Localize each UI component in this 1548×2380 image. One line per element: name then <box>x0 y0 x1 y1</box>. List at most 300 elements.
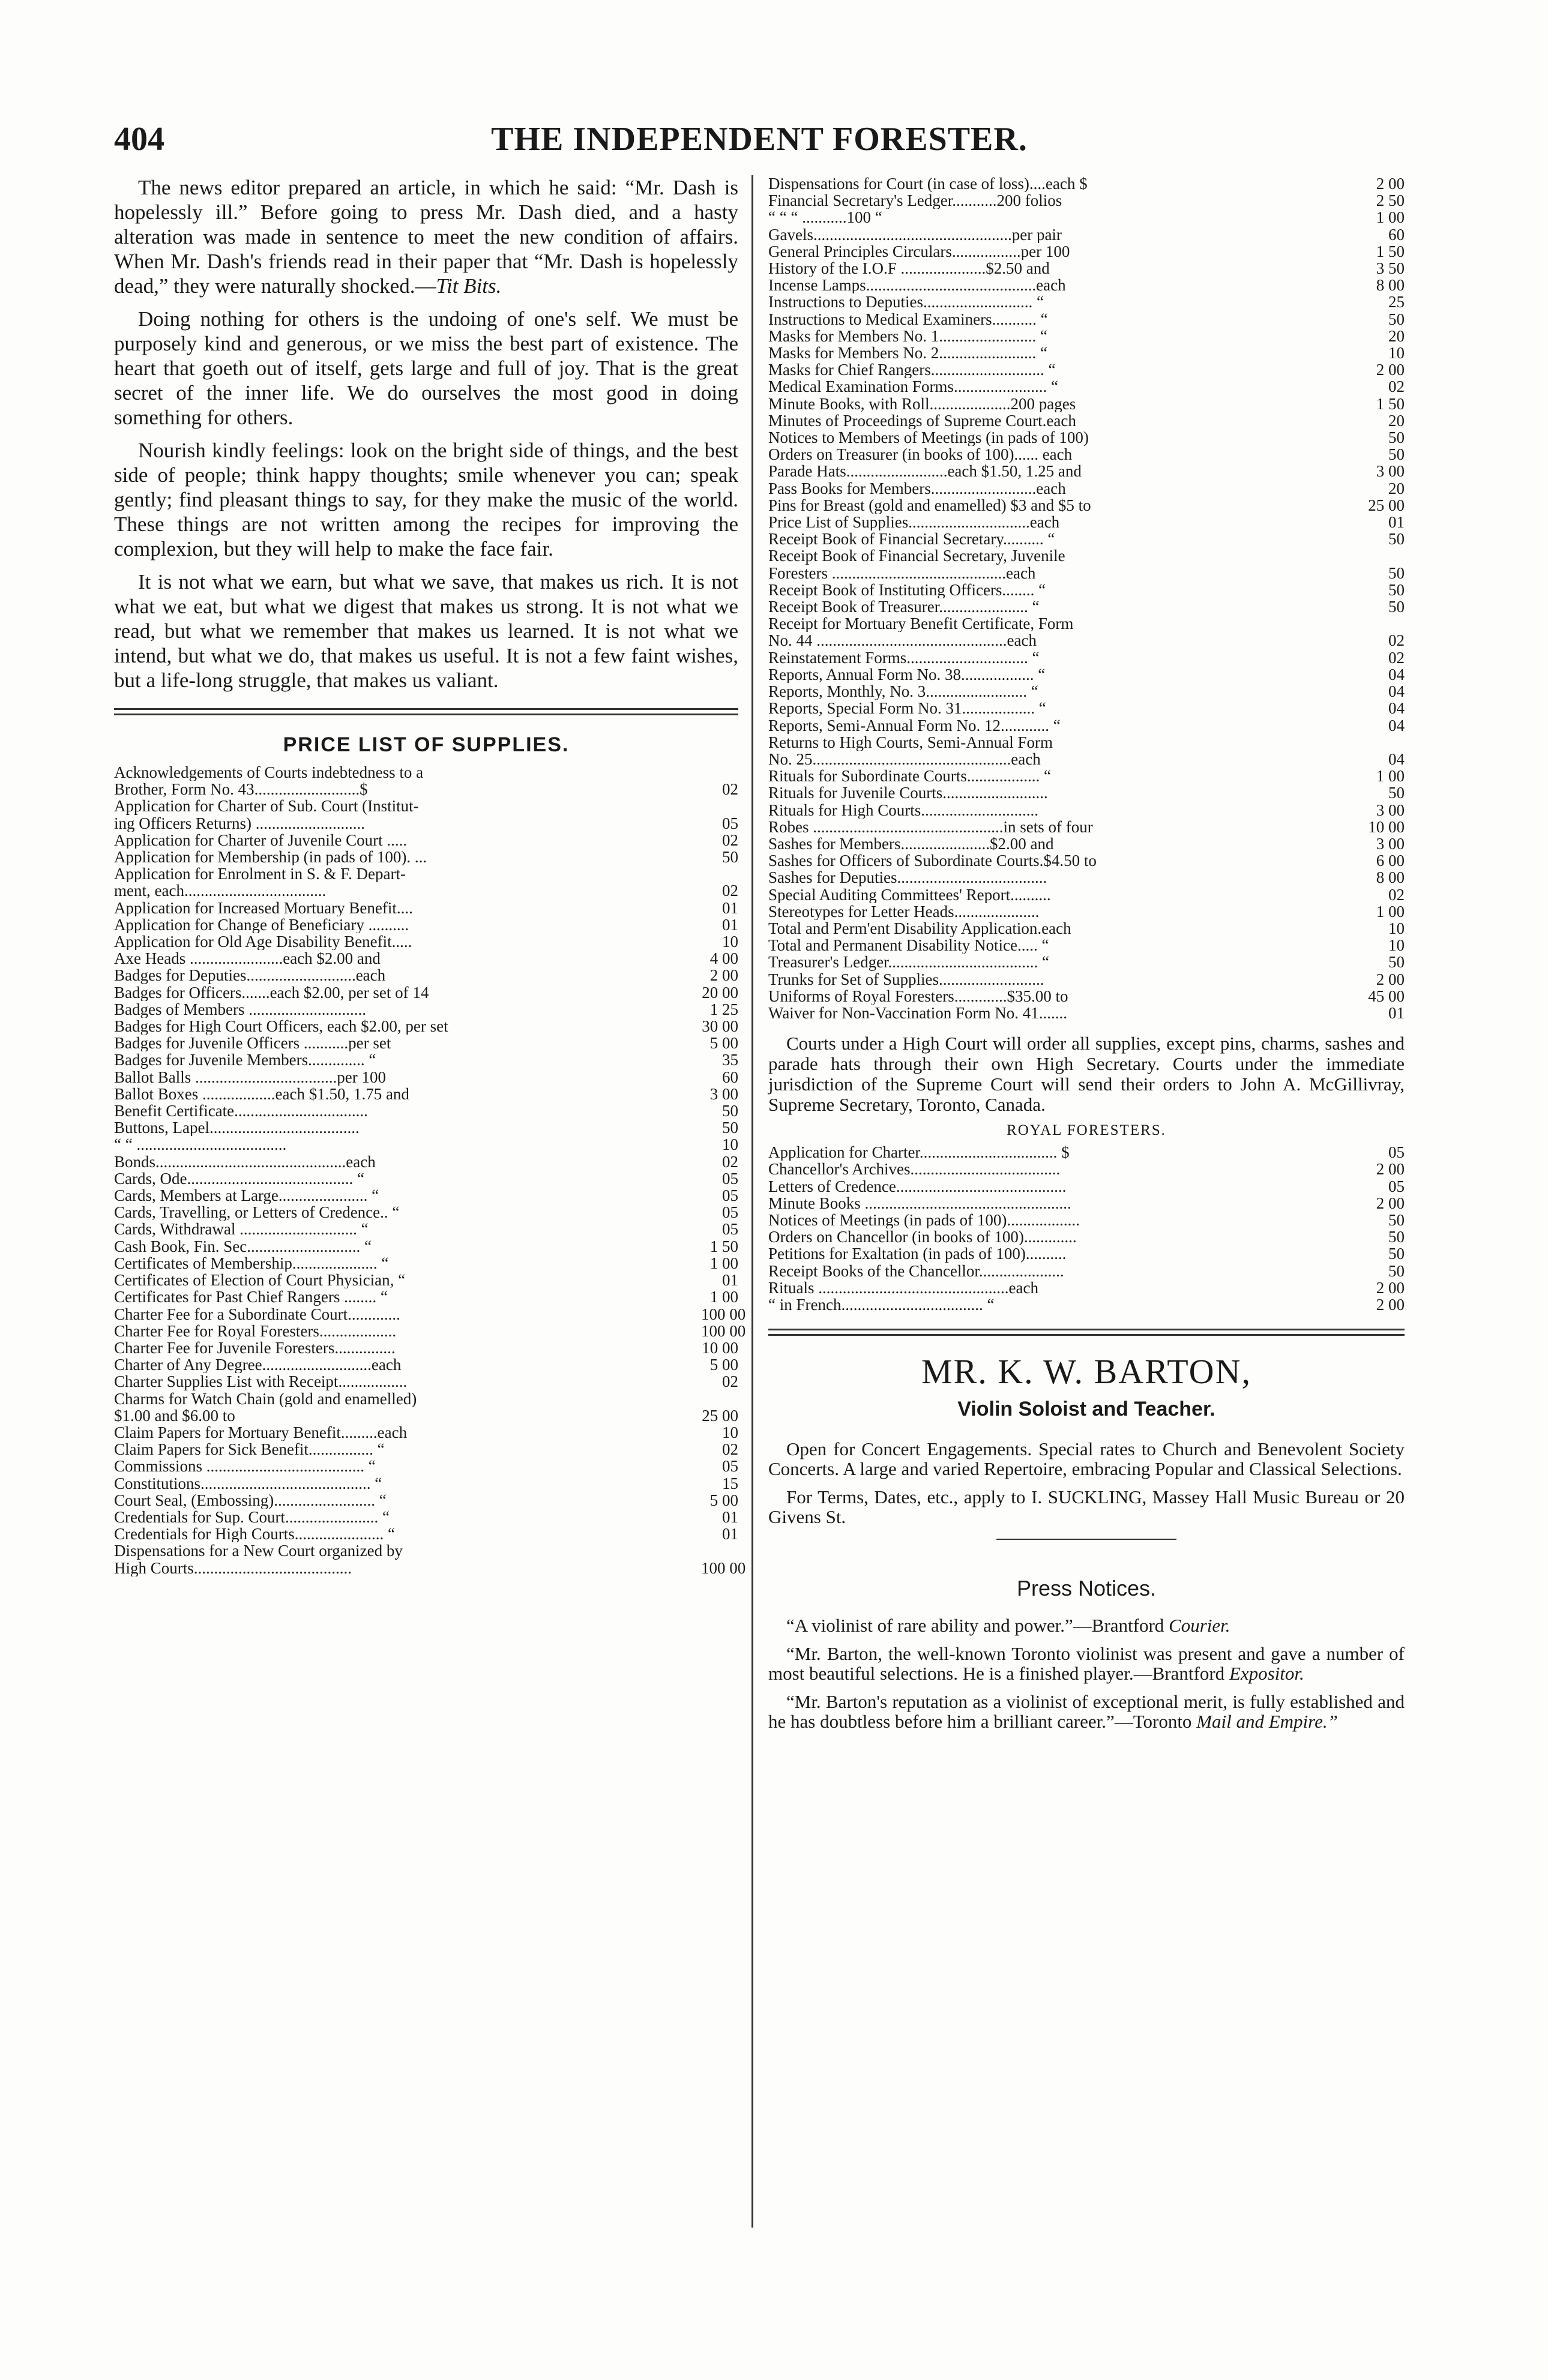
price-item <box>114 950 738 967</box>
price-item <box>114 781 738 798</box>
price-item-name: Reinstatement Forms.............................. “ <box>768 649 1040 666</box>
paragraph-text: It is not what we earn, but what we save, that makes us rich. It is not what we eat, but what we digest that makes us strong. It is not what we read, but what we remember that makes us learned. It is not what we intend, but what we do, that makes us useful. It is not a few faint wishes, but a life-long struggle, that makes us valiant. <box>114 570 738 692</box>
price-item-price: 05 <box>722 1169 738 1188</box>
price-item-name: “ “ ..................................... <box>114 1136 287 1153</box>
price-item-name: Masks for Chief Rangers............................ “ <box>768 361 1056 379</box>
price-item-name: Commissions ....................................... “ <box>114 1458 376 1475</box>
price-item-name: Financial Secretary's Ledger...........200 folios <box>768 192 1062 209</box>
quote-text: “A violinist of rare ability and power.”—Brantford <box>786 1615 1164 1636</box>
price-item <box>768 243 1405 260</box>
price-item <box>768 683 1405 700</box>
price-item <box>768 480 1405 497</box>
price-item-name: Letters of Credence.......................................... <box>768 1177 1067 1195</box>
price-item-name: Sashes for Deputies..................................... <box>768 869 1047 886</box>
press-quote <box>768 1615 1405 1635</box>
price-item-name: Rituals for High Courts............................. <box>768 801 1038 819</box>
price-item-name: History of the I.O.F .....................$2.50 and <box>768 260 1050 277</box>
price-item-name: Bonds...............................................each <box>114 1153 376 1170</box>
price-item <box>114 1255 738 1272</box>
price-item <box>114 832 738 849</box>
price-item-name: Receipt Book of Instituting Officers........ “ <box>768 581 1046 599</box>
price-item <box>114 1272 738 1288</box>
price-item-price: 4 00 <box>709 949 738 968</box>
price-item <box>768 869 1405 886</box>
price-list-heading: PRICE LIST OF SUPPLIES. <box>283 733 570 756</box>
price-item-price: 50 <box>1388 310 1405 328</box>
quote-source: Courier. <box>1169 1615 1230 1636</box>
price-item-price: 02 <box>1388 885 1405 904</box>
price-item <box>114 1390 738 1407</box>
price-item <box>114 1119 738 1136</box>
price-item <box>768 1195 1405 1212</box>
price-item <box>114 916 738 933</box>
price-item-price: 2 00 <box>1376 1278 1405 1297</box>
price-item-name: Brother, Form No. 43..........................$ <box>114 781 368 798</box>
price-item <box>114 1086 738 1102</box>
price-item <box>768 277 1405 293</box>
price-item-name: Petitions for Exaltation (in pads of 100).......... <box>768 1245 1067 1263</box>
price-item-price: 3 00 <box>1376 462 1405 481</box>
price-item-price: 01 <box>722 898 738 917</box>
price-item <box>768 802 1405 819</box>
price-item-price: 02 <box>722 831 738 849</box>
price-item-price: 2 00 <box>1376 970 1405 988</box>
price-item-price: 10 <box>1388 936 1405 955</box>
price-item-name: Pass Books for Members..........................each <box>768 479 1066 497</box>
price-item-price: 50 <box>1388 563 1405 582</box>
price-item <box>768 1212 1405 1228</box>
price-item-price: 25 <box>1388 293 1405 311</box>
price-item <box>114 1187 738 1204</box>
price-item-name: Minute Books, with Roll....................200 pages <box>768 395 1076 412</box>
price-item-price: 05 <box>722 1220 738 1239</box>
price-item-price: 3 50 <box>1376 259 1405 278</box>
price-item-name: Certificates of Membership..................... “ <box>114 1254 389 1272</box>
price-item <box>114 1558 746 1577</box>
price-item <box>768 903 1405 920</box>
price-item-name: High Courts....................................... <box>114 1559 352 1576</box>
price-item-price: 05 <box>1388 1177 1405 1195</box>
price-item <box>768 632 1405 649</box>
paragraph-source: Tit Bits. <box>436 274 502 298</box>
paragraph-text: Nourish kindly feelings: look on the bright side of things, and the best side of people; think happy thoughts; smile whenever you can; speak gently; find pleasant things to say, for they make the music of the world. These things are not written among the recipes for improving the complexion, but they will help to make the face fair. <box>114 439 738 560</box>
price-item-name: Receipt Book of Financial Secretary.......... “ <box>768 530 1055 548</box>
price-item-name: Claim Papers for Mortuary Benefit.........each <box>114 1423 408 1441</box>
price-item-price: 01 <box>722 1271 738 1290</box>
price-item-name: Buttons, Lapel..................................... <box>114 1119 360 1137</box>
price-item <box>768 412 1405 429</box>
price-item-name: Ballot Balls ...................................per 100 <box>114 1068 386 1086</box>
price-item <box>114 798 738 814</box>
price-item-price: 1 50 <box>1376 242 1405 260</box>
price-item-name: Instructions to Medical Examiners........... “ <box>768 310 1048 328</box>
price-item-name: Charms for Watch Chain (gold and enamelled) <box>114 1390 417 1407</box>
price-item-name: Rituals for Subordinate Courts.................. “ <box>768 768 1051 785</box>
price-item-price: 1 00 <box>1376 208 1405 227</box>
price-item <box>114 1441 738 1458</box>
price-item-name: Reports, Annual Form No. 38.................. “ <box>768 666 1046 684</box>
price-item <box>768 1161 1405 1177</box>
price-item-name: No. 44 ...............................................each <box>768 632 1037 649</box>
price-item-price: 5 00 <box>709 1491 738 1509</box>
column-divider <box>751 175 753 2228</box>
advertisement-paragraph: Open for Concert Engagements. Special rates to Church and Benevolent Society Concerts. A large and varied Repertoire, embracing Popular and Classical Selections. <box>768 1438 1405 1480</box>
price-item-price: 1 00 <box>1376 767 1405 786</box>
page <box>114 108 1405 2328</box>
price-item <box>768 852 1405 869</box>
price-item <box>114 882 738 899</box>
price-item <box>114 1356 738 1373</box>
price-item <box>114 1373 738 1390</box>
price-item-name: ment, each................................... <box>114 882 327 900</box>
price-item <box>768 395 1405 412</box>
price-item-name: Credentials for Sup. Court....................... “ <box>114 1508 390 1526</box>
price-item-name: Orders on Treasurer (in books of 100)...... each <box>768 446 1073 463</box>
short-divider <box>996 1539 1176 1540</box>
price-item <box>114 1238 738 1255</box>
price-item-price: 50 <box>1388 784 1405 802</box>
price-item <box>114 849 738 865</box>
price-item <box>114 1407 738 1424</box>
price-item <box>768 784 1405 801</box>
article-paragraph <box>114 438 738 561</box>
price-item-name: Gavels.................................................per pair <box>768 226 1062 243</box>
price-item-name: Cash Book, Fin. Sec............................ “ <box>114 1237 372 1255</box>
price-item-name: Masks for Members No. 2........................ “ <box>768 344 1047 362</box>
running-title: THE INDEPENDENT FORESTER. <box>491 121 1028 158</box>
price-item-price: 50 <box>1388 1210 1405 1229</box>
price-item <box>114 1475 738 1492</box>
price-item-name: Credentials for High Courts...................... “ <box>114 1525 395 1543</box>
price-item-name: Court Seal, (Embossing)......................... “ <box>114 1491 387 1509</box>
price-item <box>768 1144 1405 1161</box>
price-item <box>768 1005 1405 1021</box>
price-item-name: General Principles Circulars.................per 100 <box>768 242 1070 260</box>
price-item-name: Reports, Special Form No. 31.................. “ <box>768 700 1046 717</box>
price-item <box>114 1153 738 1170</box>
price-item <box>768 463 1405 479</box>
price-item-name: Treasurer's Ledger..................................... “ <box>768 954 1050 971</box>
price-item-price: 3 00 <box>709 1084 738 1103</box>
price-item-price: 60 <box>722 1068 738 1086</box>
price-item-name: Total and Permanent Disability Notice..... “ <box>768 937 1049 954</box>
price-item <box>114 1339 738 1356</box>
price-item-price: 50 <box>722 1102 738 1120</box>
price-item-price: 50 <box>1388 953 1405 972</box>
price-item-name: Charter Fee for Juvenile Foresters............... <box>114 1339 396 1357</box>
price-item <box>768 429 1405 446</box>
price-item-name: Minute Books ................................................... <box>768 1194 1071 1212</box>
price-item <box>114 900 738 916</box>
press-quote <box>768 1644 1405 1683</box>
price-item <box>768 598 1405 615</box>
price-item-price: 2 00 <box>1376 175 1405 193</box>
price-list-right <box>768 175 1405 1021</box>
price-item-price: 1 00 <box>1376 902 1405 921</box>
price-item <box>768 886 1405 903</box>
article-paragraph <box>114 307 738 430</box>
price-item-price: 6 00 <box>1376 852 1405 870</box>
price-item-price: 25 00 <box>702 1406 738 1425</box>
price-item-name: No. 25.................................................each <box>768 750 1041 768</box>
price-item <box>768 1228 1405 1245</box>
price-item <box>114 865 738 882</box>
price-item-name: Pins for Breast (gold and enamelled) $3 and $5 to <box>768 496 1091 514</box>
price-item-name: Certificates of Election of Court Physician, “ <box>114 1272 406 1289</box>
price-item-price: 04 <box>1388 699 1405 718</box>
price-item <box>114 1136 738 1153</box>
price-item-price: 04 <box>1388 682 1405 701</box>
price-item <box>768 1279 1405 1296</box>
price-item-name: Cards, Ode......................................... “ <box>114 1170 364 1188</box>
price-item <box>114 1170 738 1187</box>
price-item <box>114 1204 738 1221</box>
price-item-price: 60 <box>1388 225 1405 244</box>
quote-text: “Mr. Barton, the well-known Toronto violinist was present and gave a number of most beautiful selections. He is a finished player.—Brantford <box>768 1643 1405 1684</box>
price-item-price: 10 00 <box>702 1338 738 1357</box>
price-item-price: 1 00 <box>709 1288 738 1306</box>
price-item-name: Sashes for Officers of Subordinate Courts.$4.50 to <box>768 852 1097 870</box>
price-item <box>114 967 738 984</box>
price-item <box>768 1178 1405 1195</box>
price-item-price: 8 00 <box>1376 868 1405 887</box>
price-item-name: Badges for Juvenile Officers ...........per set <box>114 1035 391 1052</box>
ordering-note: Courts under a High Court will order all supplies, except pins, charms, sashes and parade hats through their own High Secretary. Courts under the immediate jurisdiction of the Supreme Court will send their orders to John A. McGillivray, Supreme Secretary, Toronto, Canada. <box>768 1033 1405 1116</box>
price-item-name: $1.00 and $6.00 to <box>114 1407 235 1424</box>
price-item <box>768 311 1405 328</box>
price-item <box>768 700 1405 717</box>
price-item-price: 2 50 <box>1376 191 1405 210</box>
price-item-name: Benefit Certificate................................. <box>114 1102 368 1120</box>
price-item <box>768 971 1405 988</box>
price-item-name: Price List of Supplies..............................each <box>768 514 1060 531</box>
price-item <box>114 984 738 1001</box>
price-item-price: 01 <box>1388 1003 1405 1022</box>
price-item-price: 10 <box>722 933 738 951</box>
price-item <box>768 565 1405 581</box>
price-item <box>114 1102 738 1119</box>
price-item-price: 02 <box>722 1152 738 1171</box>
price-item-price: 10 00 <box>1368 817 1405 836</box>
price-item <box>768 344 1405 361</box>
price-item-name: Waiver for Non-Vaccination Form No. 41....... <box>768 1004 1067 1022</box>
price-item-price: 02 <box>1388 377 1405 396</box>
price-item-price: 50 <box>1388 530 1405 548</box>
price-item-price: 5 00 <box>709 1034 738 1053</box>
price-item-price: 50 <box>722 1119 738 1137</box>
page-header <box>114 120 1405 162</box>
price-item <box>768 497 1405 514</box>
price-item-price: 8 00 <box>1376 276 1405 295</box>
price-item-price: 50 <box>1388 1261 1405 1280</box>
price-item-name: Sashes for Members......................$2.00 and <box>768 835 1054 853</box>
price-item-name: Badges for Officers.......each $2.00, per set of 14 <box>114 984 429 1001</box>
price-item-name: Application for Enrolment in S. & F. Depart- <box>114 865 406 883</box>
page-number: 404 <box>114 121 164 158</box>
price-item <box>768 666 1405 683</box>
price-item <box>114 1424 738 1441</box>
price-item-name: Receipt for Mortuary Benefit Certificate, Form <box>768 615 1074 633</box>
price-item <box>768 734 1405 751</box>
price-item-name: “ in French................................... “ <box>768 1296 995 1314</box>
price-item <box>114 1288 738 1305</box>
section-divider <box>768 1329 1405 1336</box>
advertisement-paragraph: For Terms, Dates, etc., apply to I. SUCKLING, Massey Hall Music Bureau or 20 Givens St. <box>768 1486 1405 1528</box>
price-item-price: 2 00 <box>1376 1160 1405 1179</box>
price-item-name: Application for Change of Beneficiary .......... <box>114 916 409 934</box>
price-item-price: 2 00 <box>1376 361 1405 379</box>
royal-foresters-heading: ROYAL FORESTERS. <box>1007 1122 1166 1139</box>
price-item-name: Stereotypes for Letter Heads..................... <box>768 903 1040 920</box>
price-item-price: 20 <box>1388 326 1405 345</box>
price-item-name: Charter Fee for a Subordinate Court............. <box>114 1305 400 1323</box>
price-item-price: 5 00 <box>709 1356 738 1374</box>
price-item-price: 05 <box>1388 1143 1405 1162</box>
price-item-name: Acknowledgements of Courts indebtedness to a <box>114 764 424 781</box>
price-item-name: Charter Fee for Royal Foresters................... <box>114 1322 397 1339</box>
price-item-name: Masks for Members No. 1........................ “ <box>768 327 1047 345</box>
left-column <box>114 175 746 1577</box>
price-item <box>768 446 1405 463</box>
price-item-name: ing Officers Returns) ........................... <box>114 814 365 832</box>
price-item <box>768 226 1405 243</box>
price-item-name: Orders on Chancellor (in books of 100)............. <box>768 1228 1077 1246</box>
price-item-name: Minutes of Proceedings of Supreme Court.each <box>768 412 1076 430</box>
price-item <box>114 1221 738 1237</box>
price-item <box>768 920 1405 937</box>
price-item-price: 20 00 <box>702 983 738 1002</box>
price-item <box>768 835 1405 852</box>
paragraph-text: The news editor prepared an article, in which he said: “Mr. Dash is hopelessly ill.” Before going to press Mr. Dash died, and a hasty alteration was made in sentence to meet the new condition of affairs. When Mr. Dash's friends read in their paper that “Mr. Dash is hopelessly dead,” they were naturally shocked.— <box>114 176 738 298</box>
royal-foresters-list <box>768 1144 1405 1313</box>
price-item-name: Application for Membership (in pads of 100). ... <box>114 849 427 866</box>
price-item-price: 100 00 <box>701 1321 746 1340</box>
price-item-price: 20 <box>1388 479 1405 497</box>
price-item-name: Reports, Monthly, No. 3......................... “ <box>768 683 1038 700</box>
price-item <box>768 361 1405 378</box>
price-item-price: 2 00 <box>709 966 738 985</box>
price-item-price: 02 <box>1388 631 1405 650</box>
price-item-price: 05 <box>722 1457 738 1476</box>
price-item-name: Reports, Semi-Annual Form No. 12............ “ <box>768 717 1061 734</box>
press-notices-heading: Press Notices. <box>1016 1576 1157 1601</box>
price-item-price: 45 00 <box>1368 987 1405 1005</box>
price-item <box>768 954 1405 970</box>
price-item-name: Robes ...............................................in sets of four <box>768 818 1093 835</box>
price-item <box>768 988 1405 1005</box>
price-item-price: 02 <box>722 1440 738 1459</box>
price-item-price: 02 <box>1388 648 1405 667</box>
price-item-name: Rituals for Juvenile Courts.......................... <box>768 784 1048 802</box>
price-item-name: Notices to Members of Meetings (in pads of 100) <box>768 429 1089 446</box>
price-item-price: 20 <box>1388 411 1405 430</box>
price-item-price: 30 00 <box>702 1017 738 1036</box>
price-item <box>768 293 1405 310</box>
press-quote <box>768 1692 1405 1731</box>
price-item-name: Foresters ...........................................each <box>768 564 1036 581</box>
price-item-price: 35 <box>722 1051 738 1069</box>
price-item <box>114 1001 738 1018</box>
price-item-name: Medical Examination Forms....................... “ <box>768 378 1058 395</box>
price-item-name: Claim Papers for Sick Benefit................ “ <box>114 1441 385 1458</box>
price-item <box>768 192 1405 209</box>
price-item-price: 01 <box>722 915 738 934</box>
price-item-name: Badges for High Court Officers, each $2.00, per set <box>114 1018 448 1035</box>
quote-source: Expositor. <box>1229 1663 1304 1684</box>
price-item-name: Badges for Deputies...........................each <box>114 967 386 984</box>
price-item-price: 50 <box>1388 445 1405 464</box>
price-item-name: Cards, Members at Large...................... “ <box>114 1187 379 1204</box>
price-item <box>768 768 1405 784</box>
press-quotes <box>768 1615 1405 1731</box>
price-list-left <box>114 764 746 1577</box>
price-item <box>114 1069 738 1086</box>
price-item <box>768 378 1405 395</box>
price-item <box>768 751 1405 768</box>
price-item-name: Returns to High Courts, Semi-Annual Form <box>768 733 1053 751</box>
right-column <box>768 175 1405 1740</box>
advertisement-subtitle: Violin Soloist and Teacher. <box>957 1398 1215 1421</box>
price-item <box>768 260 1405 277</box>
price-item-name: Application for Charter of Sub. Court (Institut- <box>114 798 419 815</box>
price-item <box>114 1542 738 1559</box>
section-divider <box>114 708 738 715</box>
price-item-price: 10 <box>1388 919 1405 937</box>
price-item <box>768 328 1405 344</box>
price-item-price: 1 00 <box>709 1254 738 1272</box>
price-item-price: 2 00 <box>1376 1194 1405 1212</box>
price-item-name: Axe Heads .......................each $2.00 and <box>114 950 381 967</box>
price-item-price: 15 <box>722 1474 738 1492</box>
price-item-price: 50 <box>722 848 738 867</box>
price-item-name: Cards, Withdrawal ............................. “ <box>114 1221 369 1238</box>
price-item <box>114 764 738 781</box>
price-item-price: 02 <box>722 1372 738 1391</box>
price-item-price: 100 00 <box>701 1558 746 1577</box>
price-item-price: 04 <box>1388 665 1405 684</box>
article-paragraphs <box>114 175 738 693</box>
price-item <box>114 1458 738 1474</box>
price-item-price: 50 <box>1388 598 1405 616</box>
price-item <box>768 581 1405 598</box>
price-item <box>768 514 1405 530</box>
price-item-price: 3 00 <box>1376 834 1405 853</box>
price-item-price: 50 <box>1388 1245 1405 1263</box>
price-item-name: Receipt Books of the Chancellor..................... <box>768 1262 1064 1279</box>
price-item-name: Constitutions.......................................... “ <box>114 1474 382 1492</box>
quote-text: “Mr. Barton's reputation as a violinist of exceptional merit, is fully established and he has doubtless before him a brilliant career.”—Toronto <box>768 1691 1405 1732</box>
price-item-name: Receipt Book of Treasurer...................... “ <box>768 598 1040 616</box>
price-item-name: Parade Hats.........................each $1.50, 1.25 and <box>768 463 1082 480</box>
price-item <box>114 1051 738 1068</box>
price-item <box>768 209 1405 226</box>
price-item-name: Total and Perm'ent Disability Application.each <box>768 919 1071 937</box>
price-item-name: “ “ “ ...........100 “ <box>768 209 882 226</box>
price-item <box>768 1263 1405 1279</box>
article-paragraph <box>114 175 738 298</box>
price-item <box>114 933 738 950</box>
price-item-price: 1 25 <box>709 1000 738 1018</box>
price-item <box>768 547 1405 564</box>
price-item-price: 05 <box>722 1203 738 1222</box>
price-item <box>768 819 1405 835</box>
price-item <box>768 1245 1405 1262</box>
price-item <box>768 615 1405 632</box>
price-item-price: 02 <box>722 882 738 900</box>
price-item-name: Rituals ...............................................each <box>768 1279 1038 1296</box>
price-item-name: Cards, Travelling, or Letters of Credence.. “ <box>114 1204 400 1221</box>
price-item <box>768 937 1405 954</box>
